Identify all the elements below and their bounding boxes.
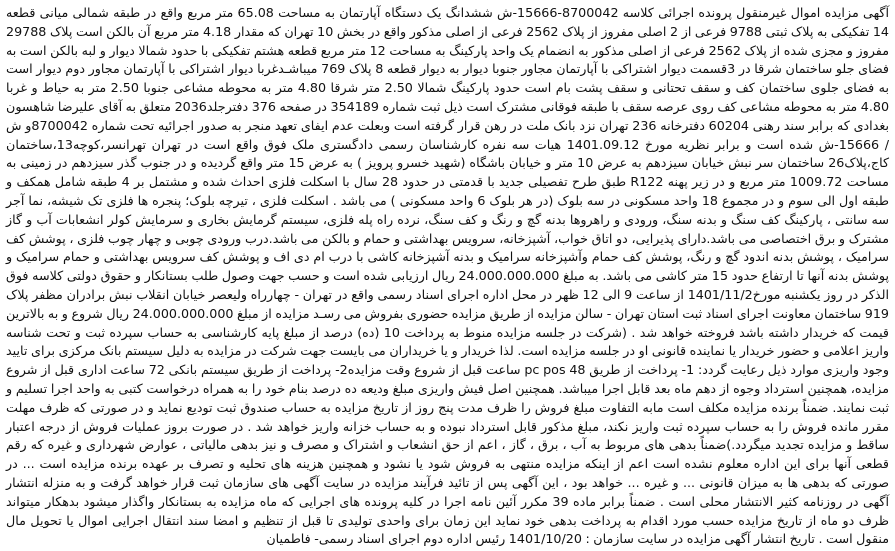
notice-body-text: آگهی مزایده اموال غیرمنقول پرونده اجرائی کلاسه 8700042-15666-ش ششدانگ یک دستگاه آپارتمان به مساحت 65.08 متر مربع واقع در طبقه شمالی میانی قطعه 14 تفکیکی به پلاک ثبتی 9788 فرعی از 2 اصلی مفروز از پلاک 2562 فرعی از اصلی مذکور واقع در بخش 10 تهران که مقدار 4.18 متر مربع آن بالکن است پلاک 29788 مفروز و مجزی شده از پلاک 2562 فرعی از اصلی مذکور به انضمام یک واحد پارکینگ به مساحت 12 متر مربع قطعه هشتم تفکیکی با حدود شمالا دیوار و لبه بالکن است به فضای جلو ساختمان شرقا در 3قسمت دیوار اشتراکی با آپارتمان مجاور جنوبا دیوار به دیوار قطعه 8 پلاک 769 میباشـدغربا دیوار اشتراکی با آپارتمان مجاور دوم دیوار است به فضای جلوی ساختمان کف و سقف تحتانی و سقف پشت بام است حدود پارکینگ شمالا 2.50 متر شرقا 4.80 متر به محوطه مشاعی جنوبا 2.50 متر به حیاط و غربا 4.80 متر به محوطه مشاعی کف روی عرصه سقف با طبقه فوقانی مشترک است ذیل ثبت شماره 354189 در صفحه 376 دفترجلد2036 متعلق به آقای علیرضا شاهسون بغدادی که برابر سند رهنی 60204 دفترخانه 236 تهران نزد بانک ملت در رهن قرار گرفته است وبعلت عدم ایفای تعهد منجر به صدور اجرائیه تحت شماره 8700042و ش / 15666-ش شده است و برابر نظریه مورخ 1401.09.12 هیات سه نفره کارشناسان رسمی دادگستری ملک فوق واقع است در تهران تهرانسر،کوچه13،ساختمان کاج،پلاک26 ساختمان سر نبش خیابان سیزدهم به عرض 10 متر و خیابان باشگاه (شهید خسرو پرویز ) به عرض 15 متر واقع گردیده و در جنوب گذر سیزدهم در زمینی به مساحت 1009.72 متر مربع و در زیر پهنه R122 طبق طرح تفصیلی جدید با قدمتی در حدود 28 سال با اسکلت فلزی احداث شده و مشتمل بر 4 طبقه شامل همکف و طبقه اول الی سوم و در مجموع 18 واحد مسکونی در سه بلوک (در هر بلوک 6 واحد مسکونی ) می باشد . اسکلت فلزی ، تیرچه بلوک؛ پنجره ها فلزی تک شیشه، نما آجر سه سانتی ، پارکینگ کف سنگ و بدنه سنگ، ورودی و راهروها بدنه گچ و رنگ و کف سنگ، نرده راه پله فلزی، سیستم گرمایش بخاری و سرمایش کولر انشعابات آب و گاز مشترک و برق اختصاصی می باشد.دارای پذیرایی، دو اتاق خواب، آشپزخانه، سرویس بهداشتی و حمام و بالکن می باشد.درب ورودی چوبی و چهار چوب فلزی ، پوشش کف سرامیک ، پوشش بدنه اندود گچ و رنگ، پوشش کف حمام وآشپزخانه سرامیک و بدنه آشپزخانه کاشی با درب ام دی اف و پوشش کف سرویس بهداشتی و حمام سرامیک و پوشش بدنه آنها تا ارتفاع حدود 15 متر کاشی می باشد. به مبلغ 24.000.000.000 ریال ارزیابی شده است و حسب جهت وصول طلب بستانکار و حقوق دولتی کلاسه فوق الذکر در روز یکشنبه مورخ1401/11/2 از ساعت 9 الی 12 ظهر در محل اداره اجرای اسناد رسمی واقع در تهران - چهارراه ولیعصر خیابان انقلاب نبش برادران مظفر پلاک 919 ساختمان معاونت اجرای اسناد ثبت استان تهران - سالن مزایده از طریق مزایده حضوری بفروش می رسـد مزایده از مبلغ 24.000.000.000 ریال شروع و به بالاترین قیمت که خریدار داشته باشد فروخته خواهد شد . (شرکت در جلسه مزایده منوط به پرداخت 10 (ده) درصد از مبلغ پایه کارشناسی به حساب سپرده ثبت و تحت شناسه واریز اعلامی و حضور خریدار یا نماینده قانونی او در جلسه مزایده است. لذا خریدار و یا خریداران می بایست جهت شرکت در مزایده به دلیل سیستم بانک مرکزی برای تایید وجود واریزی موارد ذیل رعایت گردد: 1- پرداخت از طریق pc pos 48 ساعت قبل از شروع وقت مزایده2- پرداخت از طریق سیستم بانکی 72 ساعت اداری قبل از شروع مزایده، همچنین استرداد وجوه از دهم ماه بعد قابل اجرا میباشد. همچنین اصل فیش واریزی مبلغ ودیعه ده درصد بنام خود را به همراه درخواست کتبی به واحد اجرا تسلیم و ثبت نمایند. ضمناً برنده مزایده مکلف است مابه التفاوت مبلغ فروش را ظرف مدت پنج روز از تاریخ مزایده به حساب صندوق ثبت تودیع نماید و در صورتی که ظرف مهلت مقرر مانده فروش را به حساب سپرده ثبت واریز نکند، مبلغ مذکور قابل استرداد نبوده و به حساب خزانه واریز خواهد شد . در صورت بروز عملیات فروش از درجه اعتبار ساقط و مزایده تجدید میگردد.)ضمناً بدهی های مربوط به آب ، برق ، گاز ، اعم از حق انشعاب و اشتراک و مصرف و نیز بدهی مالیاتی ، عوارض شهرداری و غیره که رقم قطعی آنها برای این اداره معلوم نشده است اعم از اینکه مزایده منتهی به فروش شود یا نشود و همچنین هزینه های تحلیه و تصرف بر عهده برنده مزایده است ... در صورتی که بدهی ها به میزان قانونی ... و غیره ... خواهد بود ، این آگهی پس از تائید فرآیند مزایده در سایت آگهی های سازمان ثبت قرار خواهد گرفت و به منزله انتشار آگهی در روزنامه کثیر الانتشار محلی است . ضمناً برابر ماده 39 مکرر آئین نامه اجرا در کلیه پرونده های اجرایی که ماه مزایده به بستانکار واگذار میشود بدهکار میتواند ظرف دو ماه از تاریخ مزایده حسب مورد اقدام به پرداخت بدهی خود نماید این زمان برای واحدی تولیدی تا قبل از تنظیم و امضا سند انتقال اجرایی اموال یا تحویل مال منقول است . تاریخ انتشار آگهی مزایده در سایت سازمان : 1401/10/20 رئیس اداره دوم اجرای اسناد رسمی- فاطمیان — [6, 5, 890, 547]
